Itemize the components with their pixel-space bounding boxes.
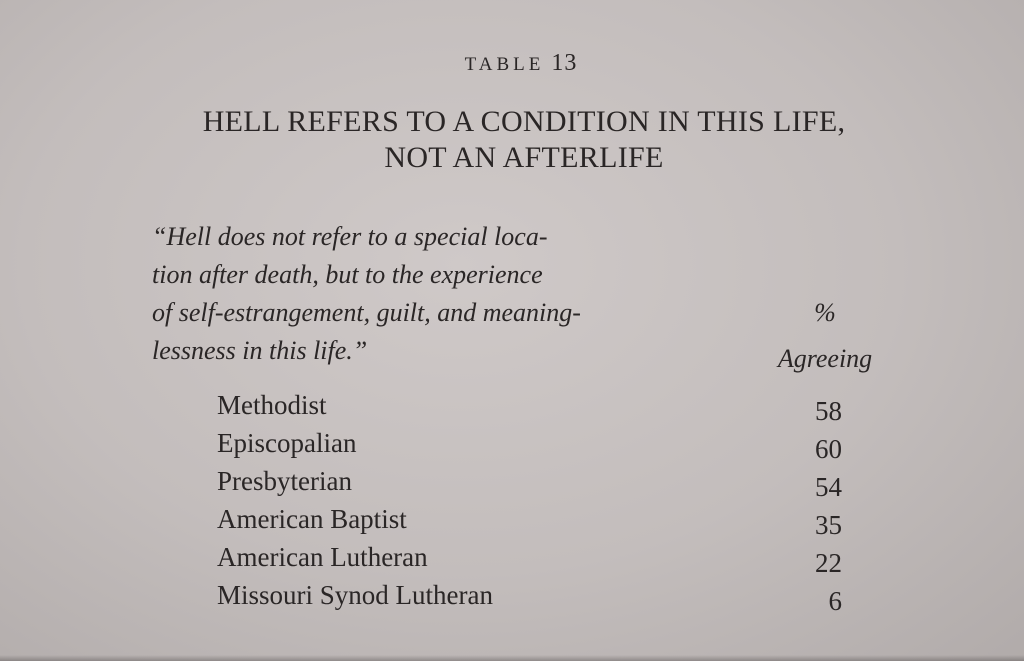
column-header-percent-sign: %: [814, 298, 836, 327]
table-row: [0, 576, 1024, 614]
next-line-fragment: [0, 655, 1024, 661]
survey-question-line-4: lessness in this life.”: [152, 336, 368, 365]
denomination-name: Presbyterian: [217, 466, 352, 496]
denomination-name: Episcopalian: [217, 428, 357, 458]
percent-agreeing-value: 6: [828, 586, 842, 616]
denomination-name: Methodist: [217, 390, 327, 420]
table-label-word: TABLE: [464, 54, 545, 75]
percent-agreeing-value: 60: [815, 434, 842, 464]
survey-question-line-2: tion after death, but to the experience: [152, 260, 543, 289]
table-row: [0, 500, 1024, 538]
table-row: [0, 386, 1024, 424]
survey-question-line-3: of self-estrangement, guilt, and meaning-: [152, 298, 581, 327]
table-label-number: 13: [551, 50, 578, 76]
denomination-name: American Lutheran: [217, 542, 428, 572]
table-row: [0, 462, 1024, 500]
column-header-agreeing: Agreeing: [777, 344, 873, 373]
table-title: [0, 104, 1024, 176]
percent-agreeing-value: 54: [815, 472, 842, 502]
percent-agreeing-value: 35: [815, 510, 842, 540]
survey-question-line-1: “Hell does not refer to a special loca-: [152, 222, 548, 251]
table-title-line-1: HELL REFERS TO A CONDITION IN THIS LIFE,: [202, 105, 846, 138]
percent-agreeing-value: 58: [815, 396, 842, 426]
table-title-line-2: NOT AN AFTERLIFE: [384, 141, 664, 174]
table-body: [0, 386, 1024, 614]
table-label: [0, 50, 1024, 77]
column-header: [740, 290, 910, 382]
percent-agreeing-value: 22: [815, 548, 842, 578]
denomination-name: American Baptist: [217, 504, 407, 534]
denomination-name: Missouri Synod Lutheran: [217, 580, 493, 610]
table-row: [0, 424, 1024, 462]
survey-question: [152, 218, 732, 370]
table-row: [0, 538, 1024, 576]
